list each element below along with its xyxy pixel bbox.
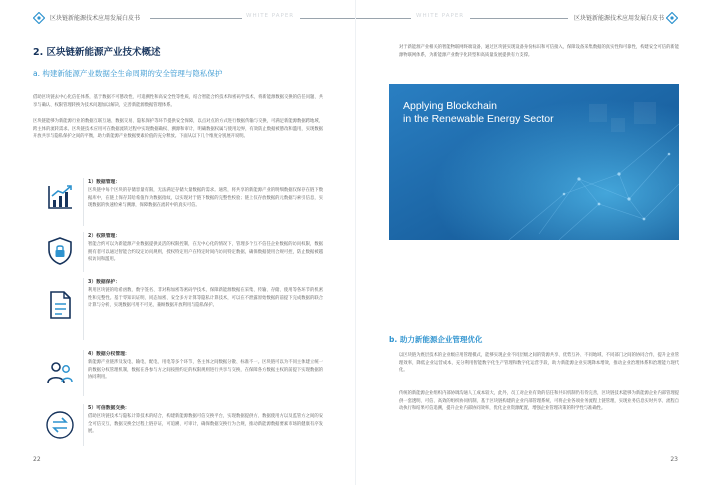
item-divider	[83, 350, 84, 396]
item-body: 利用区块链的哈希函数、数字签名、非对称加密等密码学技术，保障新能源数据在采集、传输、存储、使用等各环节的机密性和完整性。基于零知识证明、同态加密、安全多方计算等隐私计算技术，可以在不泄露原始数据的前提下完成数据的联合计算与分析，实现数据可用不可见，兼顾数据开放利用与隐私保护。	[88, 288, 323, 309]
subsection-title: a. 构建新能源产业数据全生命周期的安全管理与隐私保护	[33, 69, 223, 78]
header-ghost-text: WHITE PAPER	[246, 13, 295, 19]
header-ghost-text: WHITE PAPER	[416, 13, 465, 19]
paragraph-1: 以区块链为底层技术的企业级应用管理模式，能够实现企业不同层级之间的资源共享、优势互补、不同地域、不同部门之间的协同合作，提升企业管理效率，降低企业运营成本，充分利用智能数字化生产管理和数字化运营手段，助力新能源企业实现降本增效，推动企业治理体系和治理能力现代化。	[399, 353, 679, 374]
list-item	[33, 232, 323, 274]
list-item	[33, 178, 323, 230]
hero-banner	[389, 84, 679, 240]
logo-icon	[666, 12, 678, 24]
header-title: 区块链新能源技术应用发展白皮书	[574, 15, 665, 22]
right-page	[355, 0, 710, 485]
page-number: 22	[33, 456, 41, 463]
page-header	[0, 11, 355, 25]
banner-title	[403, 100, 554, 126]
item-body: 新能源产业链涉及发电、输电、配电、用电等多个环节，各主体之间数据分散、标准不一。区块链可以为不同主体建立统一的数据分权管理机制，数据在各参与方之间按照约定的权限规则进行共享与交换，在保障各方数据主权的前提下实现数据的协同利用。	[88, 360, 323, 381]
item-body: 区块链中每个区块的存储容量有限，无法满足存储大量数据的需求。通常，将共享的新能源产业的明细数据仅保存在链下数据库中，在链上保存其哈希值作为数据指纹，以实现对于链下数据的完整性校验；链上仅存放数据的元数据与索引信息，实现数据的快速检索与溯源，保障数据在流转中的真实可信。	[88, 188, 323, 209]
page-header	[356, 11, 710, 25]
list-item	[33, 404, 323, 448]
item-title: 4）数据分权管理：	[88, 352, 130, 357]
banner-title-line-1: Applying Blockchain	[403, 100, 497, 112]
list-item	[33, 278, 323, 344]
header-rule	[470, 18, 568, 19]
item-title: 5）可信数据交换：	[88, 406, 130, 411]
intro-paragraph: 对于新能源产业相关的智能物联网终端设备，通过区块链实现设备身份标识和可信接入，保障设备采集数据的真实性和可靠性，构建安全可信的新能源物联网体系，为新能源产业数字化转型和高质量发展提供有力支撑。	[399, 45, 679, 58]
header-rule-left	[356, 18, 411, 19]
item-divider	[83, 404, 84, 446]
people-icon	[45, 358, 75, 388]
item-title: 2）权限管理：	[88, 234, 121, 239]
header-rule-right	[300, 18, 355, 19]
page-number: 23	[670, 456, 678, 463]
intro-paragraph-2: 区块链能够为新能源行业的数据互联互通、数据交易、隐私保护等环节提供安全保障，以点对点的方式进行数据传输与交换，可满足新能源数据跨地域、跨主体的流转需求。区块链技术应用可在数据流转过程中实现数据确权、溯源和审计，明确数据权属与使用边界，有效防止数据被篡改和滥用，实现数据开放共享与隐私保护之间的平衡，助力新能源产业数据要素价值的充分释放。下面从以下几个维度分别展开说明。	[33, 119, 323, 140]
exchange-icon	[45, 410, 75, 440]
item-title: 1）数据管理：	[88, 180, 121, 185]
header-rule	[150, 18, 242, 19]
document-icon	[45, 290, 75, 320]
section-title: 2. 区块链新能源产业技术概述	[33, 47, 161, 58]
shield-lock-icon	[45, 236, 75, 266]
list-item	[33, 350, 323, 398]
subsection-title: b. 助力新能源企业管理优化	[389, 335, 483, 344]
trend-chart-icon	[45, 182, 75, 212]
logo-icon	[33, 12, 45, 24]
banner-title-line-2: in the Renewable Energy Sector	[403, 113, 554, 125]
item-divider	[83, 232, 84, 272]
paragraph-2: 传统的新能源企业组织内部协调沟通人工成本较大，此外，员工对企业有效的信任和共识机制仍有待完善，区块链技术能够为新能源企业内部管理提供一套透明、可信、高效的组织协同机制，基于区块链构建的企业内部管理系统，可将企业各项业务流程上链管理，实现业务信息实时共享、流程自动执行和结果可信追溯，提升企业内部协同效率，优化企业资源配置，增强企业管理决策的科学性与准确性。	[399, 391, 679, 412]
item-divider	[83, 178, 84, 226]
item-body: 借助区块链技术与隐私计算技术的结合，构建新能源数据可信交换平台，实现数据提供方、数据使用方以及监管方之间的安全可信交互，数据交换全过程上链存证，可追溯、可审计，确保数据交换行为合规，推动新能源数据要素市场的健康有序发展。	[88, 414, 323, 435]
intro-paragraph-1: 借助区块链去中心化信任体系，基于数据不可篡改性、可追溯性和高安全性等性质，结合智能合约技术和密码学技术，将新能源数据交换的信任问题、共享与确认、权限管理转换为技术问题加以解决，完善新能源数据管理体系。	[33, 95, 323, 108]
item-divider	[83, 278, 84, 340]
item-body: 智能合约可以为新能源产业数据提供灵活的权限控制，在无中心化的情况下，管理多个互不信任企业数据的访问权限，数据拥有者可以通过智能合约设定访问规则，授权特定用户在特定时间内访问特定数据，确保数据使用合规可控，防止数据被越权访问和滥用。	[88, 242, 323, 263]
header-title: 区块链新能源技术应用发展白皮书	[50, 15, 141, 22]
item-title: 3）数据保护：	[88, 280, 121, 285]
